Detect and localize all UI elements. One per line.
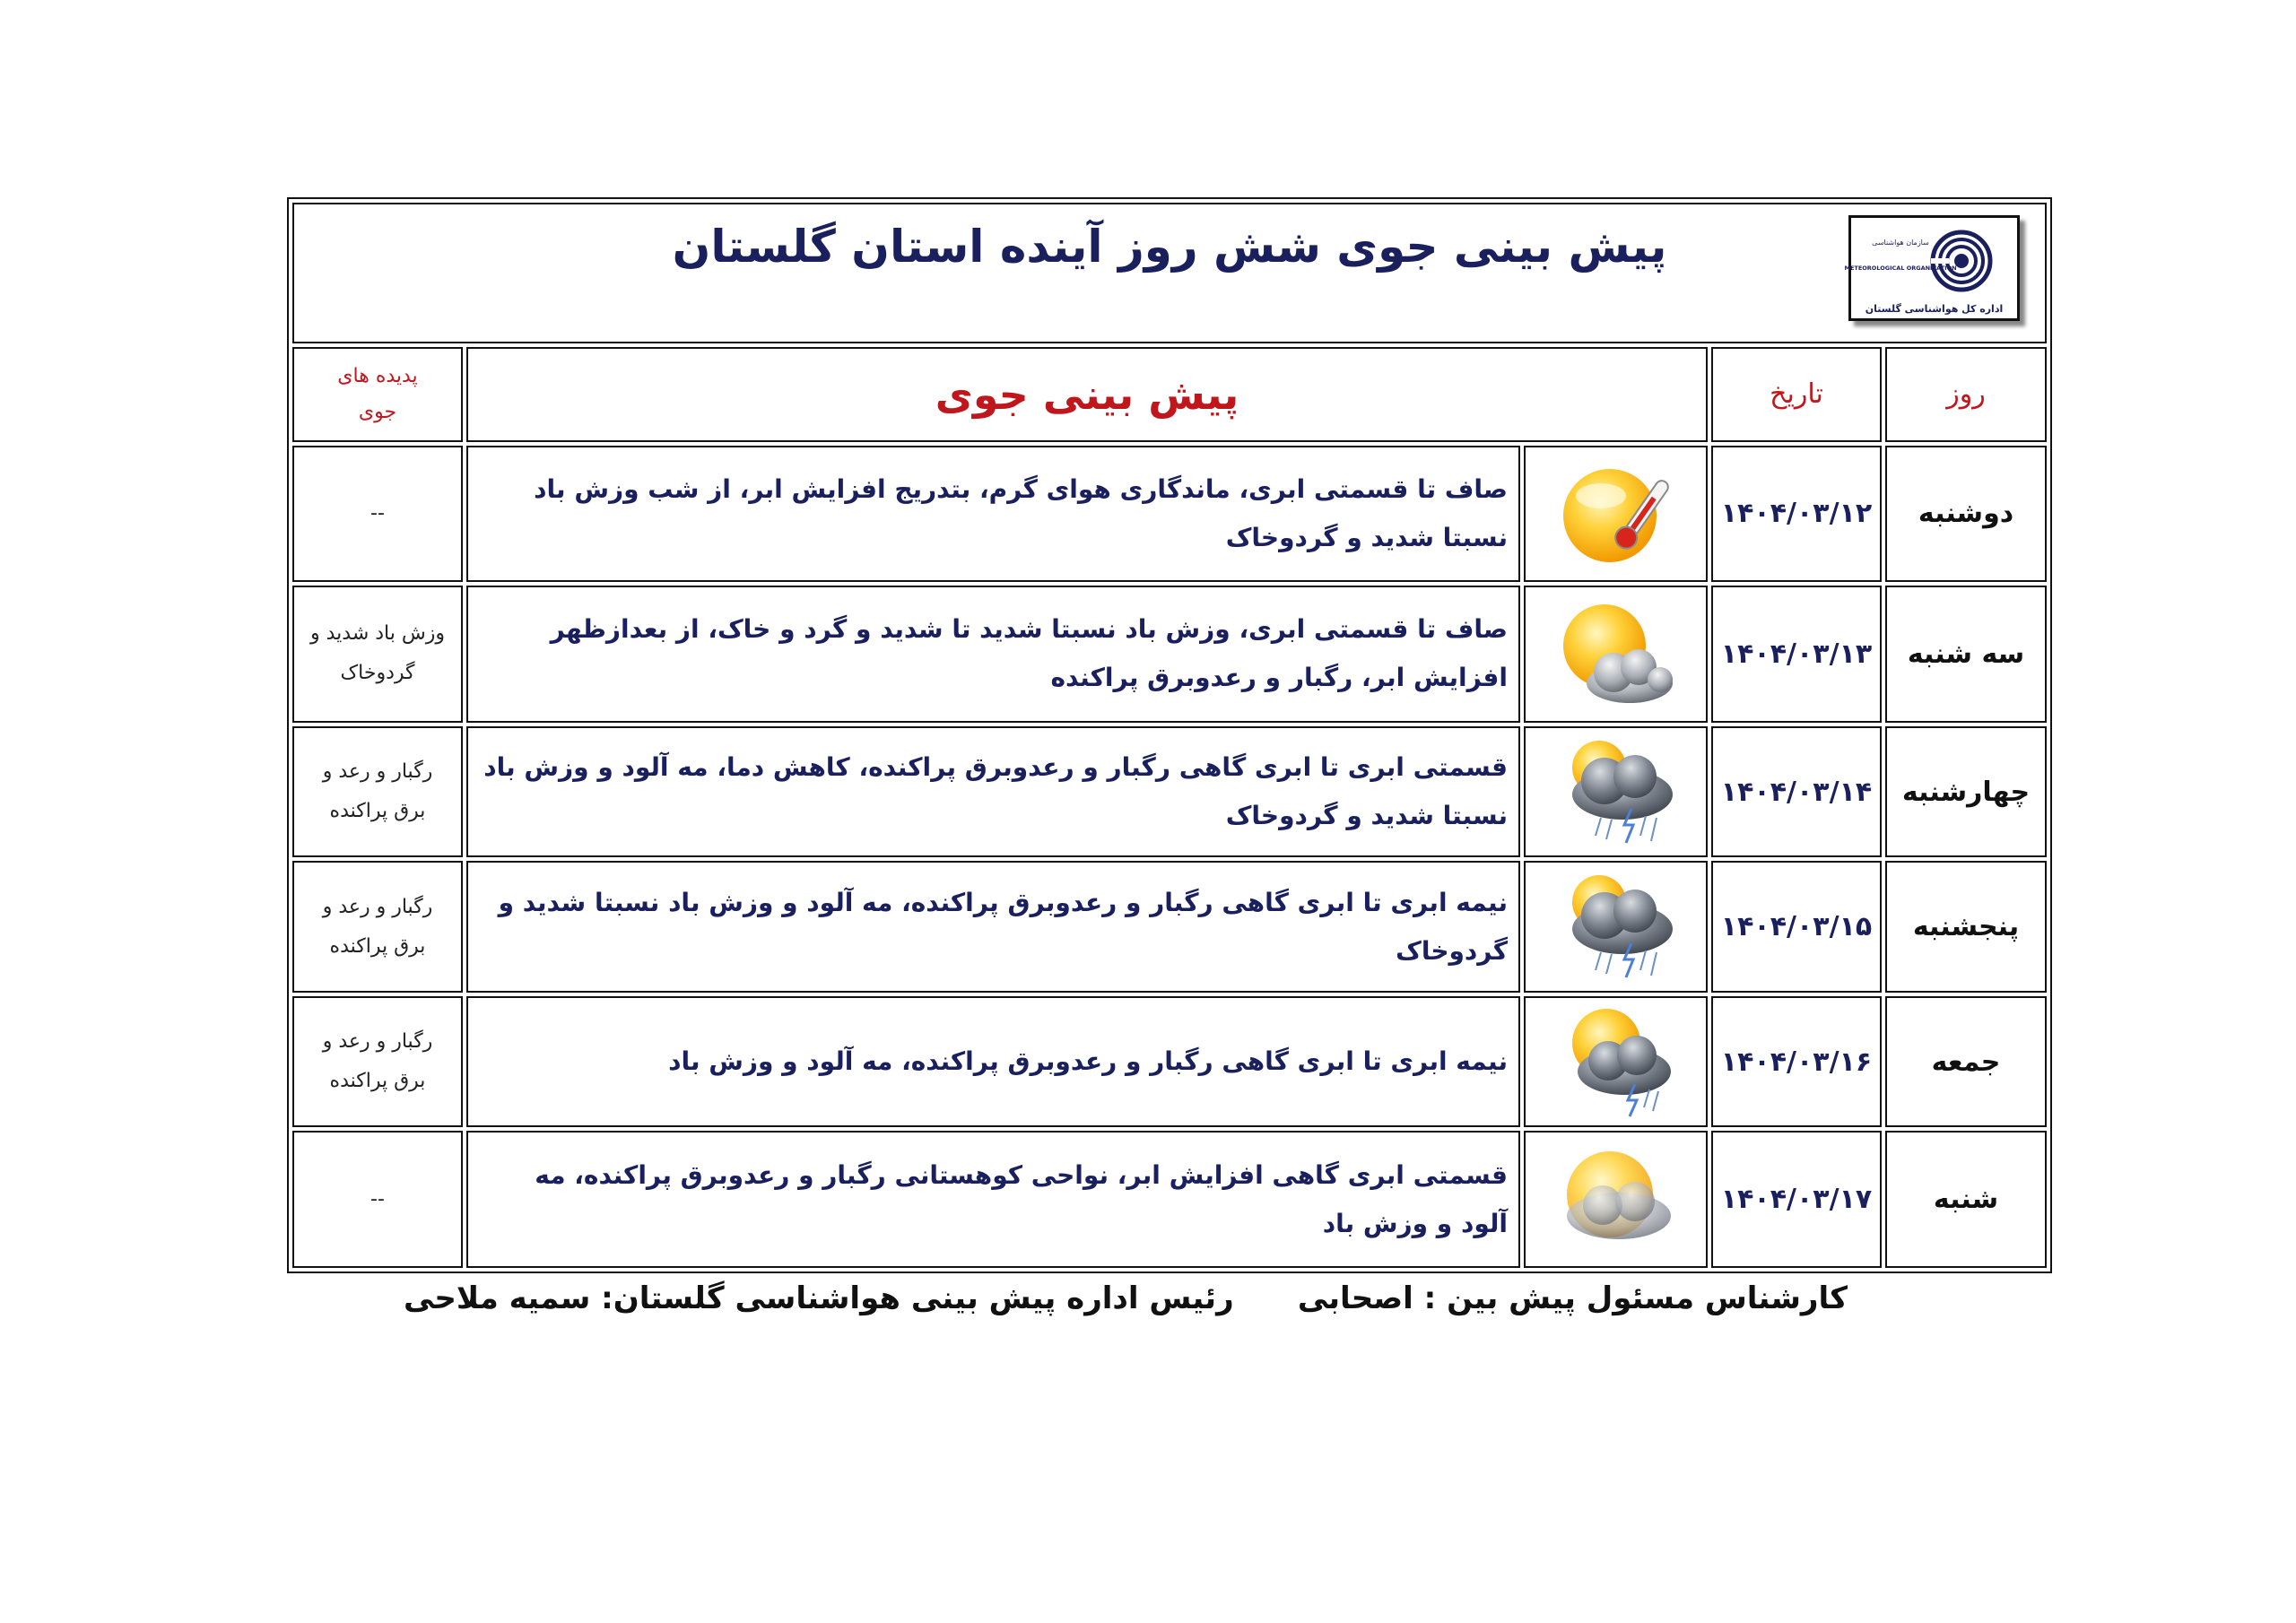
forecast-sheet [287,197,2045,1273]
weather-icon-cell [1524,726,1708,858]
row-date: ۱۴۰۴/۰۳/۱۲ [1711,446,1882,583]
row-forecast: قسمتی ابری گاهی افزایش ابر، نواحی کوهستانی رگبار و رعدوبرق پراکنده، مه آلود و وزش باد [466,1131,1520,1268]
svg-text:METEOROLOGICAL ORGANIZATION: METEOROLOGICAL ORGANIZATION [1844,265,1957,272]
header-phenomena: پدیده های جوی [292,347,463,442]
hazy-sun-cloud-icon [1549,1139,1683,1260]
row-phenomena: -- [292,1131,463,1268]
svg-text:سازمان هواشناسی: سازمان هواشناسی [1872,239,1929,247]
row-day: دوشنبه [1885,446,2047,583]
row-phenomena: وزش باد شدید و گردوخاک [292,586,463,723]
thunderstorm-rain-icon [1549,732,1683,853]
forecast-table [287,197,2052,1273]
office-head-signature: رئیس اداره پیش بینی هواشناسی گلستان: سمیه ملاحی [404,1280,1234,1316]
footer [287,1280,1848,1334]
row-date: ۱۴۰۴/۰۳/۱۶ [1711,996,1882,1128]
sun-thunderstorm-icon [1549,1002,1683,1123]
weather-icon-cell [1524,586,1708,723]
row-phenomena: رگبار و رعد و برق پراکنده [292,996,463,1128]
page-title: پیش بینی جوی شش روز آینده استان گلستان [672,221,1667,273]
row-phenomena: رگبار و رعد و برق پراکنده [292,861,463,993]
row-phenomena: -- [292,446,463,583]
row-forecast: صاف تا قسمتی ابری، وزش باد نسبتا شدید تا شدید و گرد و خاک، از بعدازظهر افزایش ابر، رگبار و رعدوبرق پراکنده [466,586,1520,723]
sun-behind-cloud-icon [1549,594,1683,715]
logo-caption: اداره کل هواشناسی گلستان [1865,303,2004,315]
row-forecast: نیمه ابری تا ابری گاهی رگبار و رعدوبرق پراکنده، مه آلود و وزش باد [466,996,1520,1128]
sunny-hot-thermometer-icon [1549,453,1683,574]
title-row [292,203,2047,343]
forecast-row [292,996,2047,1128]
row-date: ۱۴۰۴/۰۳/۱۳ [1711,586,1882,723]
weather-icon-cell [1524,1131,1708,1268]
row-forecast: صاف تا قسمتی ابری، ماندگاری هوای گرم، بتدریج افزایش ابر، از شب وزش باد نسبتا شدید و گردوخاک [466,446,1520,583]
row-forecast: نیمه ابری تا ابری گاهی رگبار و رعدوبرق پراکنده، مه آلود و وزش باد نسبتا شدید و گردوخاک [466,861,1520,993]
forecast-row [292,726,2047,858]
row-date: ۱۴۰۴/۰۳/۱۵ [1711,861,1882,993]
row-day: شنبه [1885,1131,2047,1268]
row-date: ۱۴۰۴/۰۳/۱۷ [1711,1131,1882,1268]
forecast-row [292,446,2047,583]
row-date: ۱۴۰۴/۰۳/۱۴ [1711,726,1882,858]
header-day: روز [1885,347,2047,442]
forecast-row [292,1131,2047,1268]
row-phenomena: رگبار و رعد و برق پراکنده [292,726,463,858]
row-day: جمعه [1885,996,2047,1128]
weather-icon-cell [1524,446,1708,583]
header-date: تاریخ [1711,347,1882,442]
forecaster-signature: کارشناس مسئول پیش بین : اصحابی [1297,1280,1848,1316]
forecast-row [292,861,2047,993]
header-forecast: پیش بینی جوی [466,347,1708,442]
weather-icon-cell [1524,861,1708,993]
forecast-row [292,586,2047,723]
thunderstorm-rain-icon [1549,866,1683,987]
row-forecast: قسمتی ابری تا ابری گاهی رگبار و رعدوبرق پراکنده، کاهش دما، مه آلود و وزش باد نسبتا شدید و گردوخاک [466,726,1520,858]
weather-icon-cell [1524,996,1708,1128]
row-day: پنجشنبه [1885,861,2047,993]
row-day: سه شنبه [1885,586,2047,723]
row-day: چهارشنبه [1885,726,2047,858]
